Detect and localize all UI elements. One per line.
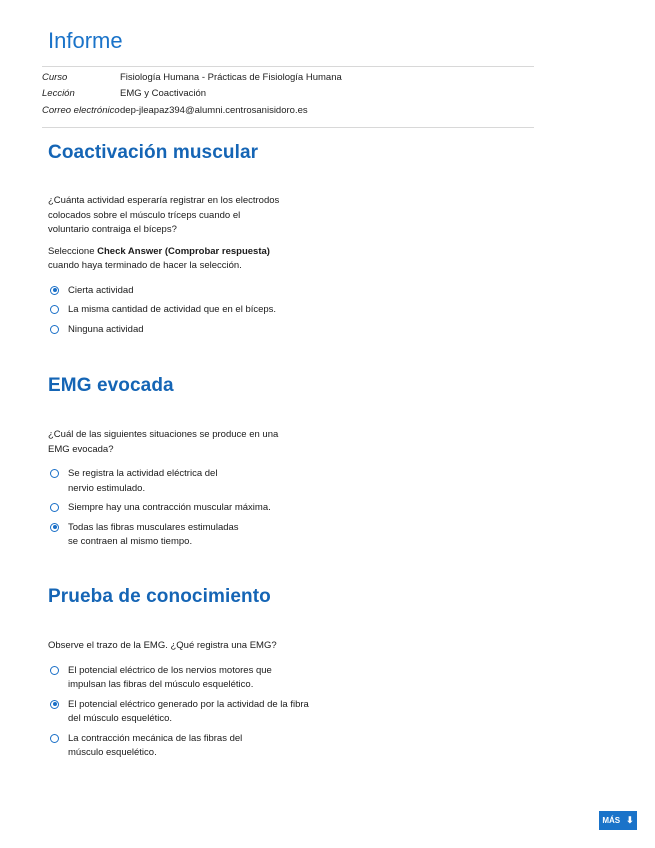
meta-row-email bbox=[42, 102, 534, 119]
answer-option[interactable] bbox=[48, 732, 318, 761]
option-label: Se registra la actividad eléctrica del nervio estimulado. bbox=[68, 468, 218, 494]
answer-options bbox=[48, 284, 283, 338]
section-title: EMG evocada bbox=[48, 375, 174, 396]
option-label: La contracción mecánica de las fibras del músculo esquelético. bbox=[68, 732, 243, 758]
radio-unselected-icon[interactable] bbox=[50, 666, 59, 675]
more-button[interactable] bbox=[599, 811, 637, 830]
question-text: ¿Cuánta actividad esperaría registrar en los electrodos colocados sobre el músculo tríceps cuando el voluntario contraiga el bíceps? bbox=[48, 195, 280, 235]
option-label: El potencial eléctrico generado por la actividad de la fibra del músculo esquelético. bbox=[68, 698, 309, 724]
option-label: Cierta actividad bbox=[68, 284, 134, 296]
section-title: Prueba de conocimiento bbox=[48, 586, 271, 607]
meta-row-course bbox=[42, 69, 534, 86]
meta-row-lesson bbox=[42, 86, 534, 103]
answer-option[interactable] bbox=[48, 664, 318, 693]
instruction-bold: Check Answer (Comprobar respuesta) bbox=[97, 245, 270, 257]
section-prueba-conocimiento bbox=[48, 586, 318, 761]
answer-option[interactable] bbox=[48, 501, 288, 516]
meta-value: Fisiología Humana - Prácticas de Fisiología Humana bbox=[120, 71, 342, 83]
meta-label: Lección bbox=[42, 88, 75, 100]
radio-selected-icon[interactable] bbox=[50, 523, 59, 532]
question-text: ¿Cuál de las siguientes situaciones se produce en una EMG evocada? bbox=[48, 429, 279, 455]
meta-label: Curso bbox=[42, 71, 68, 83]
report-meta-table bbox=[42, 66, 534, 128]
answer-option[interactable] bbox=[48, 698, 318, 727]
instruction-prefix: Seleccione bbox=[48, 245, 98, 257]
answer-options bbox=[48, 664, 318, 761]
radio-selected-icon[interactable] bbox=[50, 700, 59, 709]
report-title: Informe bbox=[48, 28, 123, 53]
answer-options bbox=[48, 467, 288, 550]
answer-option[interactable] bbox=[48, 284, 283, 299]
radio-unselected-icon[interactable] bbox=[50, 469, 59, 478]
section-title: Coactivación muscular bbox=[48, 142, 259, 163]
section-emg-evocada bbox=[48, 375, 288, 550]
radio-unselected-icon[interactable] bbox=[50, 325, 59, 334]
question-text: Observe el trazo de la EMG. ¿Qué registra una EMG? bbox=[48, 640, 277, 651]
radio-unselected-icon[interactable] bbox=[50, 734, 59, 743]
option-label: La misma cantidad de actividad que en el bíceps. bbox=[68, 304, 277, 315]
option-label: Siempre hay una contracción muscular máxima. bbox=[68, 502, 271, 513]
radio-unselected-icon[interactable] bbox=[50, 503, 59, 512]
meta-value: dep-jleapaz394@alumni.centrosanisidoro.es bbox=[120, 104, 308, 116]
meta-value: EMG y Coactivación bbox=[120, 88, 207, 100]
option-label: Ninguna actividad bbox=[68, 323, 144, 335]
section-coactivacion bbox=[48, 142, 283, 337]
radio-unselected-icon[interactable] bbox=[50, 305, 59, 314]
arrow-down-icon: ⬇ bbox=[626, 815, 634, 825]
option-label: Todas las fibras musculares estimuladas se contraen al mismo tiempo. bbox=[68, 521, 239, 547]
answer-option[interactable] bbox=[48, 323, 283, 338]
answer-option[interactable] bbox=[48, 521, 288, 550]
instruction-text bbox=[48, 245, 283, 274]
answer-option[interactable] bbox=[48, 467, 288, 496]
instruction-suffix: cuando haya terminado de hacer la selección. bbox=[48, 260, 242, 271]
more-button-label: MÁS bbox=[602, 816, 621, 825]
answer-option[interactable] bbox=[48, 303, 283, 318]
radio-selected-icon[interactable] bbox=[50, 286, 59, 295]
meta-label: Correo electrónico bbox=[42, 104, 120, 116]
option-label: El potencial eléctrico de los nervios motores que impulsan las fibras del músculo esquelético. bbox=[68, 664, 272, 690]
